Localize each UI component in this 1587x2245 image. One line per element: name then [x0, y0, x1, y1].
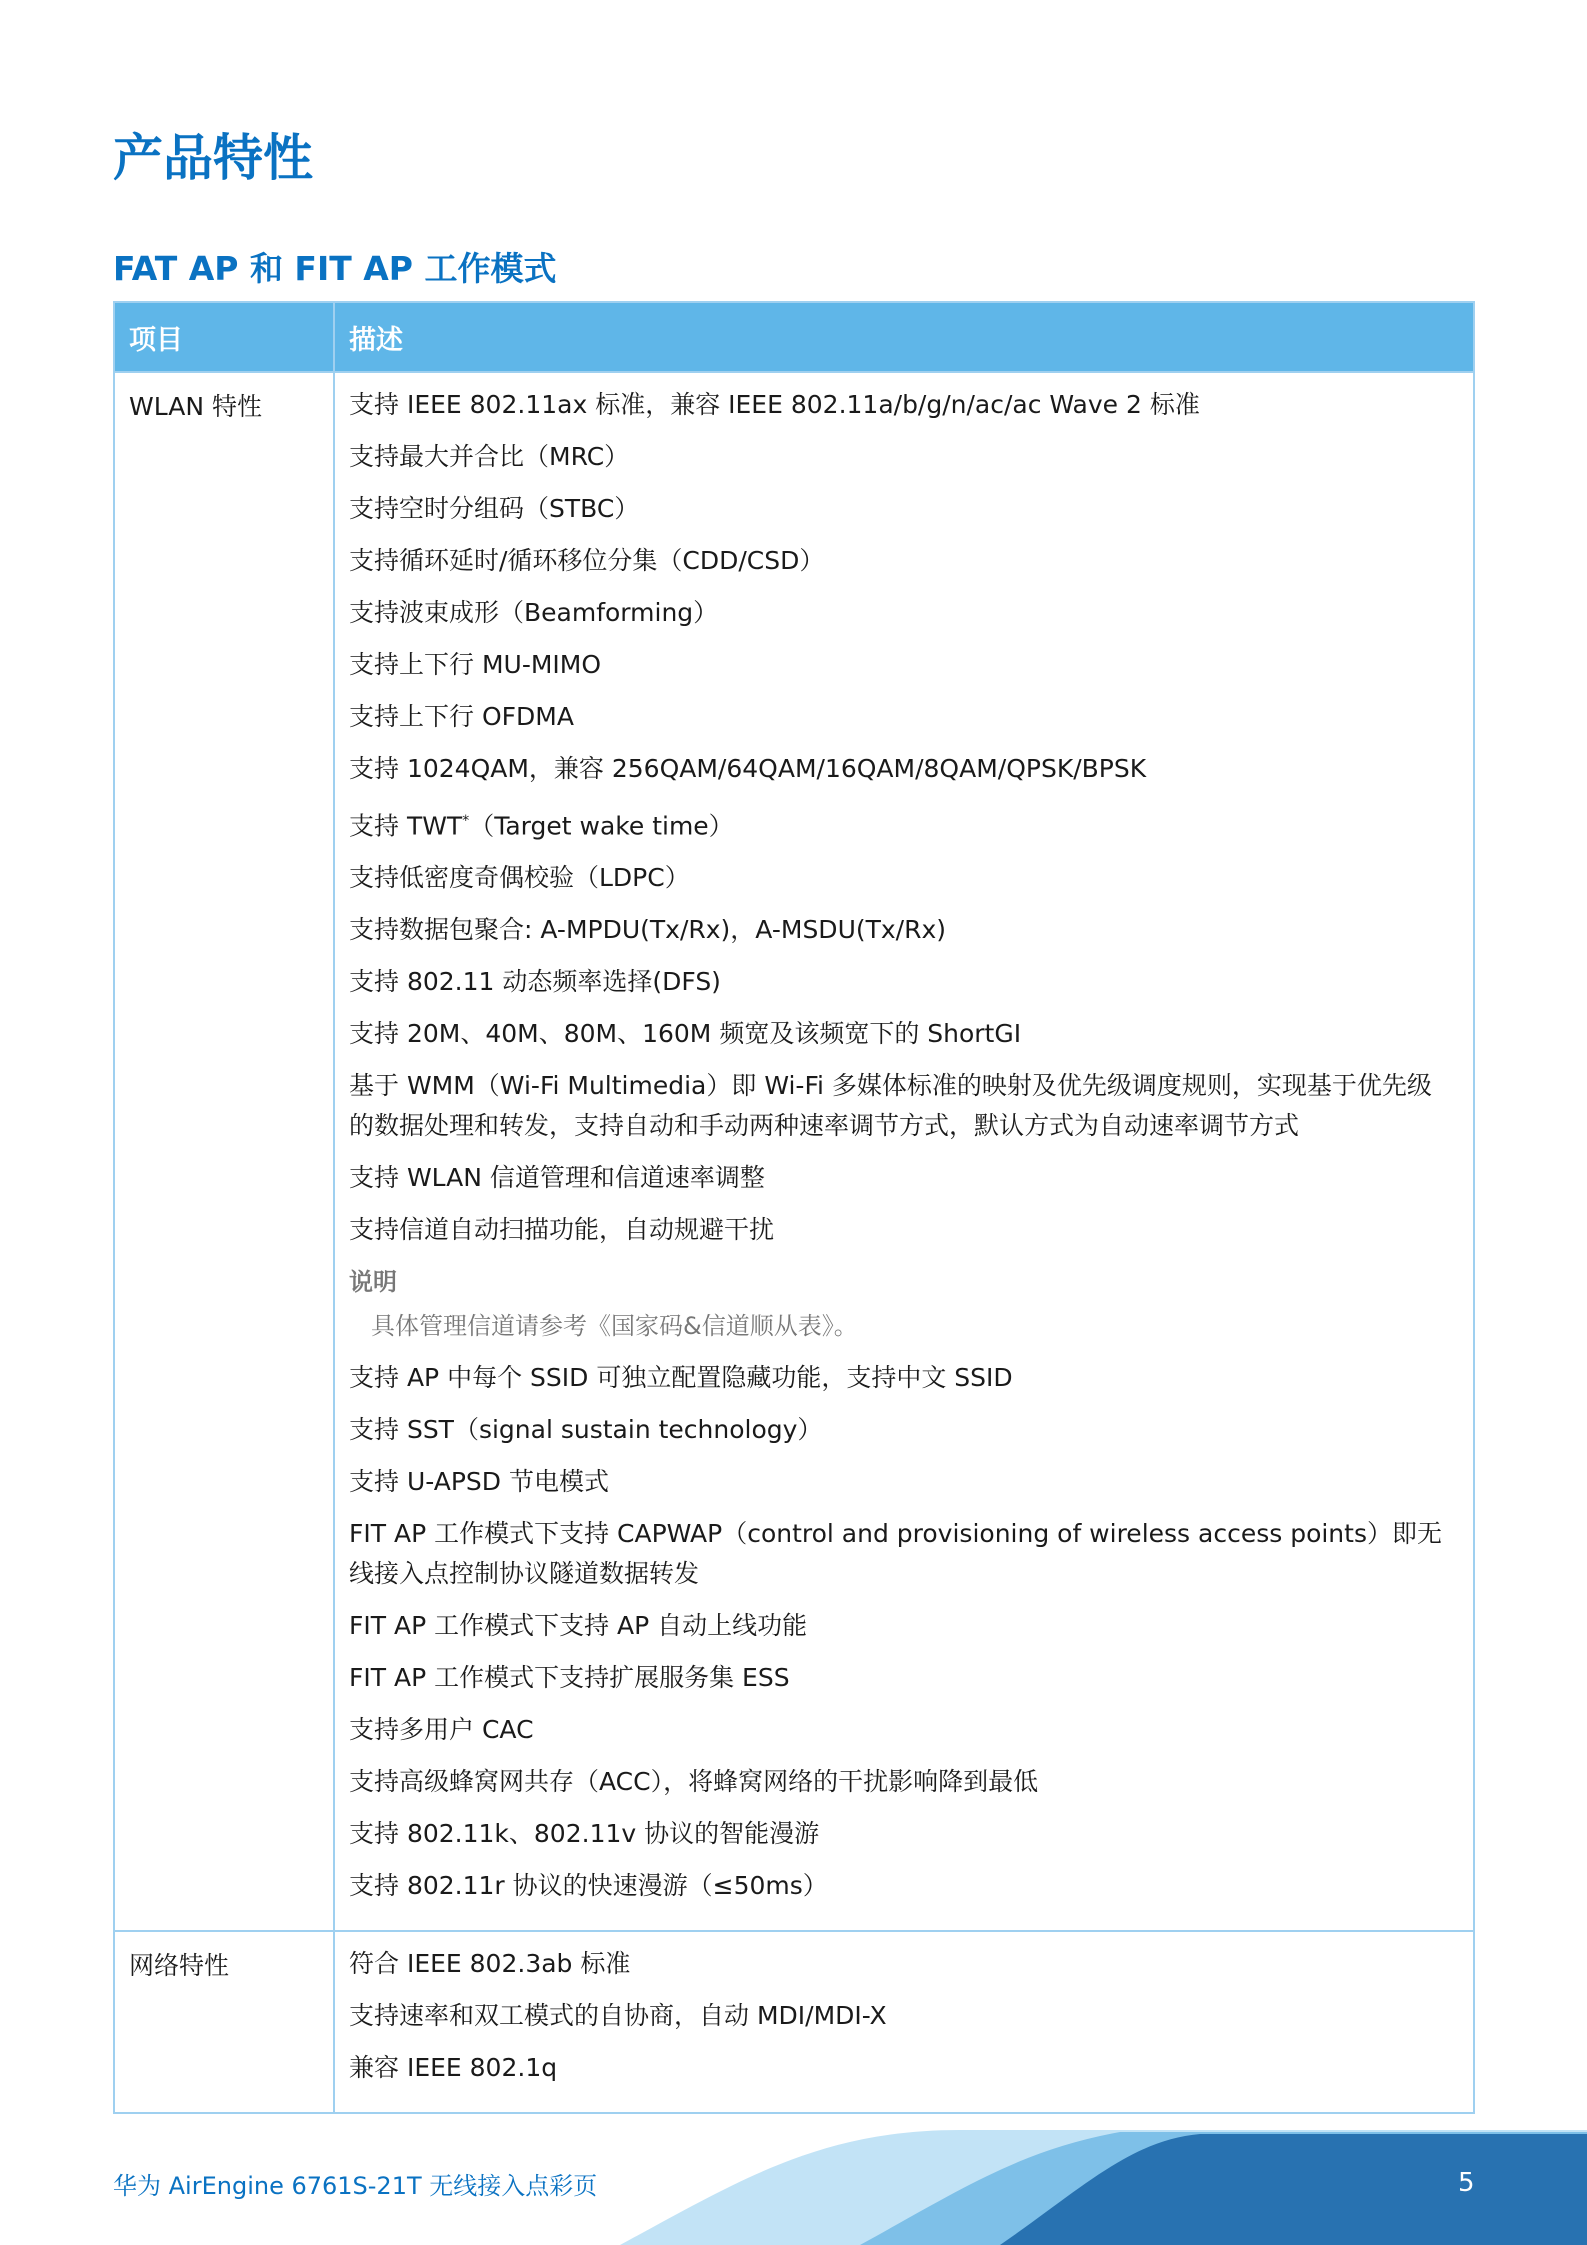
desc-line: 支持低密度奇偶校验（LDPC） [349, 863, 690, 893]
desc-line: 支持 1024QAM，兼容 256QAM/64QAM/16QAM/8QAM/QPSK/BPSK [349, 754, 1147, 783]
page-title: 产品特性 [113, 129, 313, 187]
desc-line: 兼容 IEEE 802.1q [349, 2053, 558, 2083]
desc-line: 支持 802.11k、802.11v 协议的智能漫游 [349, 1819, 820, 1849]
desc-line: 支持上下行 OFDMA [349, 702, 574, 731]
table-header-row [114, 302, 1474, 372]
desc-line: 支持上下行 MU-MIMO [349, 650, 602, 679]
desc-line: 支持 SST（signal sustain technology） [349, 1415, 823, 1445]
desc-network [334, 1931, 1474, 2113]
desc-line: 符合 IEEE 802.3ab 标准 [349, 1949, 631, 1979]
desc-line: 支持波束成形（Beamforming） [349, 598, 719, 627]
table-row-wlan [114, 372, 1474, 1931]
header-description: 描述 [334, 302, 1474, 372]
desc-line: 支持 IEEE 802.11ax 标准，兼容 IEEE 802.11a/b/g/n/ac/ac Wave 2 标准 [349, 390, 1200, 419]
desc-line: 支持 WLAN 信道管理和信道速率调整 [349, 1163, 765, 1193]
section-title: FAT AP 和 FIT AP 工作模式 [113, 249, 557, 288]
note-text: 具体管理信道请参考《国家码&信道顺从表》。 [371, 1312, 858, 1341]
desc-line: 支持速率和双工模式的自协商，自动 MDI/MDI-X [349, 2001, 887, 2031]
desc-line: 支持高级蜂窝网共存（ACC），将蜂窝网络的干扰影响降到最低 [349, 1767, 1039, 1797]
note-title: 说明 [349, 1268, 397, 1297]
twt-text: 支持 TWT [349, 811, 463, 841]
desc-line: 支持空时分组码（STBC） [349, 494, 640, 523]
desc-line: 支持最大并合比（MRC） [349, 442, 630, 471]
desc-wlan [334, 372, 1474, 1931]
item-network: 网络特性 [114, 1931, 334, 2113]
desc-line-twt [349, 801, 1449, 846]
desc-line: 支持 802.11 动态频率选择(DFS) [349, 967, 721, 997]
twt-detail: （Target wake time） [469, 811, 734, 841]
desc-line: FIT AP 工作模式下支持 CAPWAP（control and provisioning of wireless access points）即无线接入点控制协议隧道数据转发 [349, 1519, 1442, 1589]
desc-line: FIT AP 工作模式下支持 AP 自动上线功能 [349, 1611, 808, 1641]
desc-line: 支持循环延时/循环移位分集（CDD/CSD） [349, 546, 825, 575]
twt-footnote-mark: * [462, 813, 470, 829]
desc-line: 支持 802.11r 协议的快速漫游（≤50ms） [349, 1871, 828, 1901]
footer-doc-name: 华为 AirEngine 6761S-21T 无线接入点彩页 [113, 2172, 598, 2200]
desc-line: 基于 WMM（Wi-Fi Multimedia）即 Wi-Fi 多媒体标准的映射及优先级调度规则，实现基于优先级的数据处理和转发，支持自动和手动两种速率调节方式，默认方式为自动速率调节方式 [349, 1071, 1432, 1141]
desc-line: 支持 AP 中每个 SSID 可独立配置隐藏功能，支持中文 SSID [349, 1363, 1013, 1393]
desc-line: 支持多用户 CAC [349, 1715, 534, 1745]
desc-line: 支持 U-APSD 节电模式 [349, 1467, 609, 1497]
feature-table [113, 301, 1475, 2114]
page-number: 5 [1458, 2168, 1475, 2198]
header-item: 项目 [114, 302, 334, 372]
item-wlan: WLAN 特性 [114, 372, 334, 1931]
table-row-network [114, 1931, 1474, 2113]
desc-line: 支持 20M、40M、80M、160M 频宽及该频宽下的 ShortGI [349, 1019, 1022, 1049]
desc-line: FIT AP 工作模式下支持扩展服务集 ESS [349, 1663, 790, 1693]
desc-line: 支持数据包聚合: A-MPDU(Tx/Rx)，A-MSDU(Tx/Rx) [349, 915, 947, 945]
desc-line: 支持信道自动扫描功能，自动规避干扰 [349, 1215, 775, 1245]
